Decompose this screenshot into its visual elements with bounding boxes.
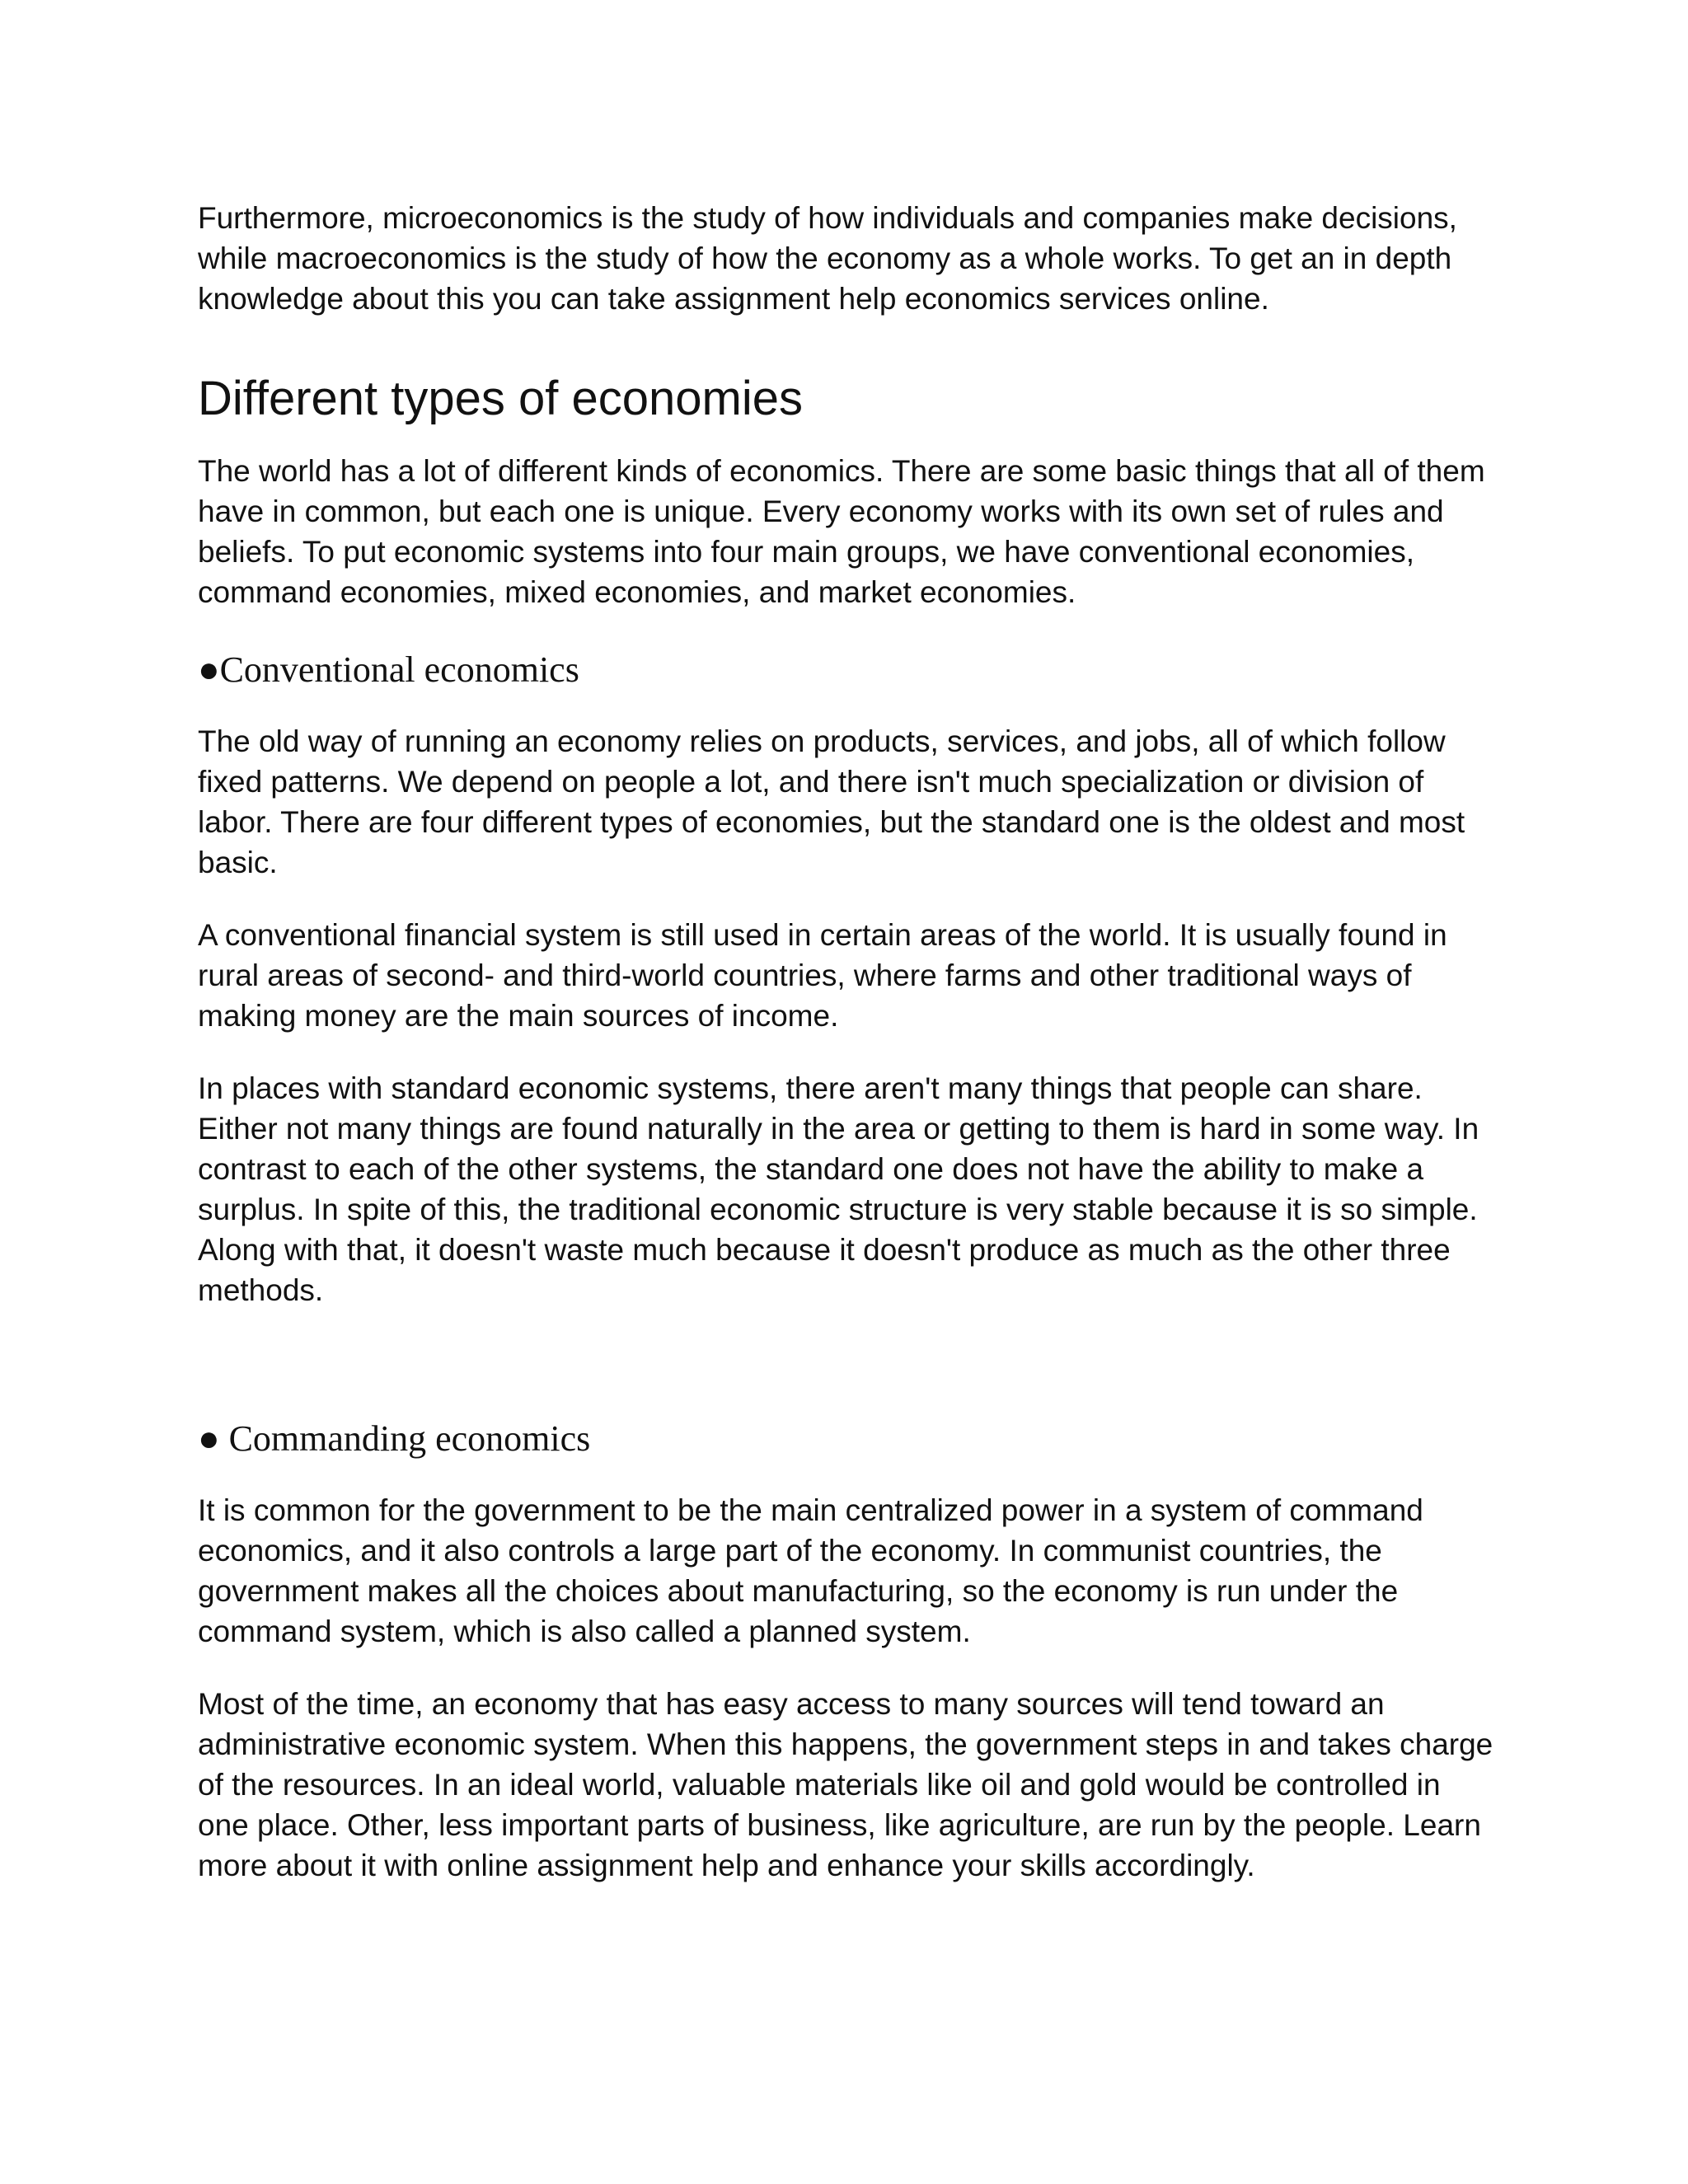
commanding-paragraph-1: It is common for the government to be the main centralized power in a system of command economics, and it also controls a large part of the economy. In communist countries, the government makes all the choices about manufacturing, so the economy is run under the command system, which is also called a planned system. — [198, 1493, 1423, 1648]
heading-commanding-economics: ● Commanding economics — [198, 1418, 591, 1459]
commanding-paragraph-2: Most of the time, an economy that has easy access to many sources will tend toward an administrative economic system. When this happens, the government steps in and takes charge of the resources. In an ideal world, valuable materials like oil and gold would be controlled in one place. Other, less important parts of business, like agriculture, are run by the people. Learn more about it with online assignment help and enhance your skills accordingly. — [198, 1687, 1493, 1882]
conventional-paragraph-3: In places with standard economic systems, there aren't many things that people can share. Either not many things are found naturally in the area or getting to them is hard in some way. In contrast to each of the other systems, the standard one does not have the ability to make a surplus. In spite of this, the traditional economic structure is very stable because it is so simple. Along with that, it doesn't waste much because it doesn't produce as much as the other three methods. — [198, 1071, 1479, 1307]
heading-different-types: Different types of economies — [198, 372, 803, 425]
types-paragraph: The world has a lot of different kinds of economics. There are some basic things that all of them have in common, but each one is unique. Every economy works with its own set of rules and beliefs. To put economic systems into four main groups, we have conventional economies, command economies, mixed economies, and market economies. — [198, 454, 1485, 609]
document-body — [198, 198, 1517, 1886]
conventional-paragraph-1: The old way of running an economy relies on products, services, and jobs, all of which follow fixed patterns. We depend on people a lot, and there isn't much specialization or division of labor. There are four different types of economies, but the standard one is the oldest and most basic. — [198, 724, 1465, 879]
intro-paragraph: Furthermore, microeconomics is the study of how individuals and companies make decisions, while macroeconomics is the study of how the economy as a whole works. To get an in depth knowledge about this you can take assignment help economics services online. — [198, 201, 1457, 316]
conventional-paragraph-2: A conventional financial system is still used in certain areas of the world. It is usually found in rural areas of second- and third-world countries, where farms and other traditional ways of making money are the main sources of income. — [198, 918, 1447, 1033]
heading-conventional-economics: ●Conventional economics — [198, 649, 579, 690]
